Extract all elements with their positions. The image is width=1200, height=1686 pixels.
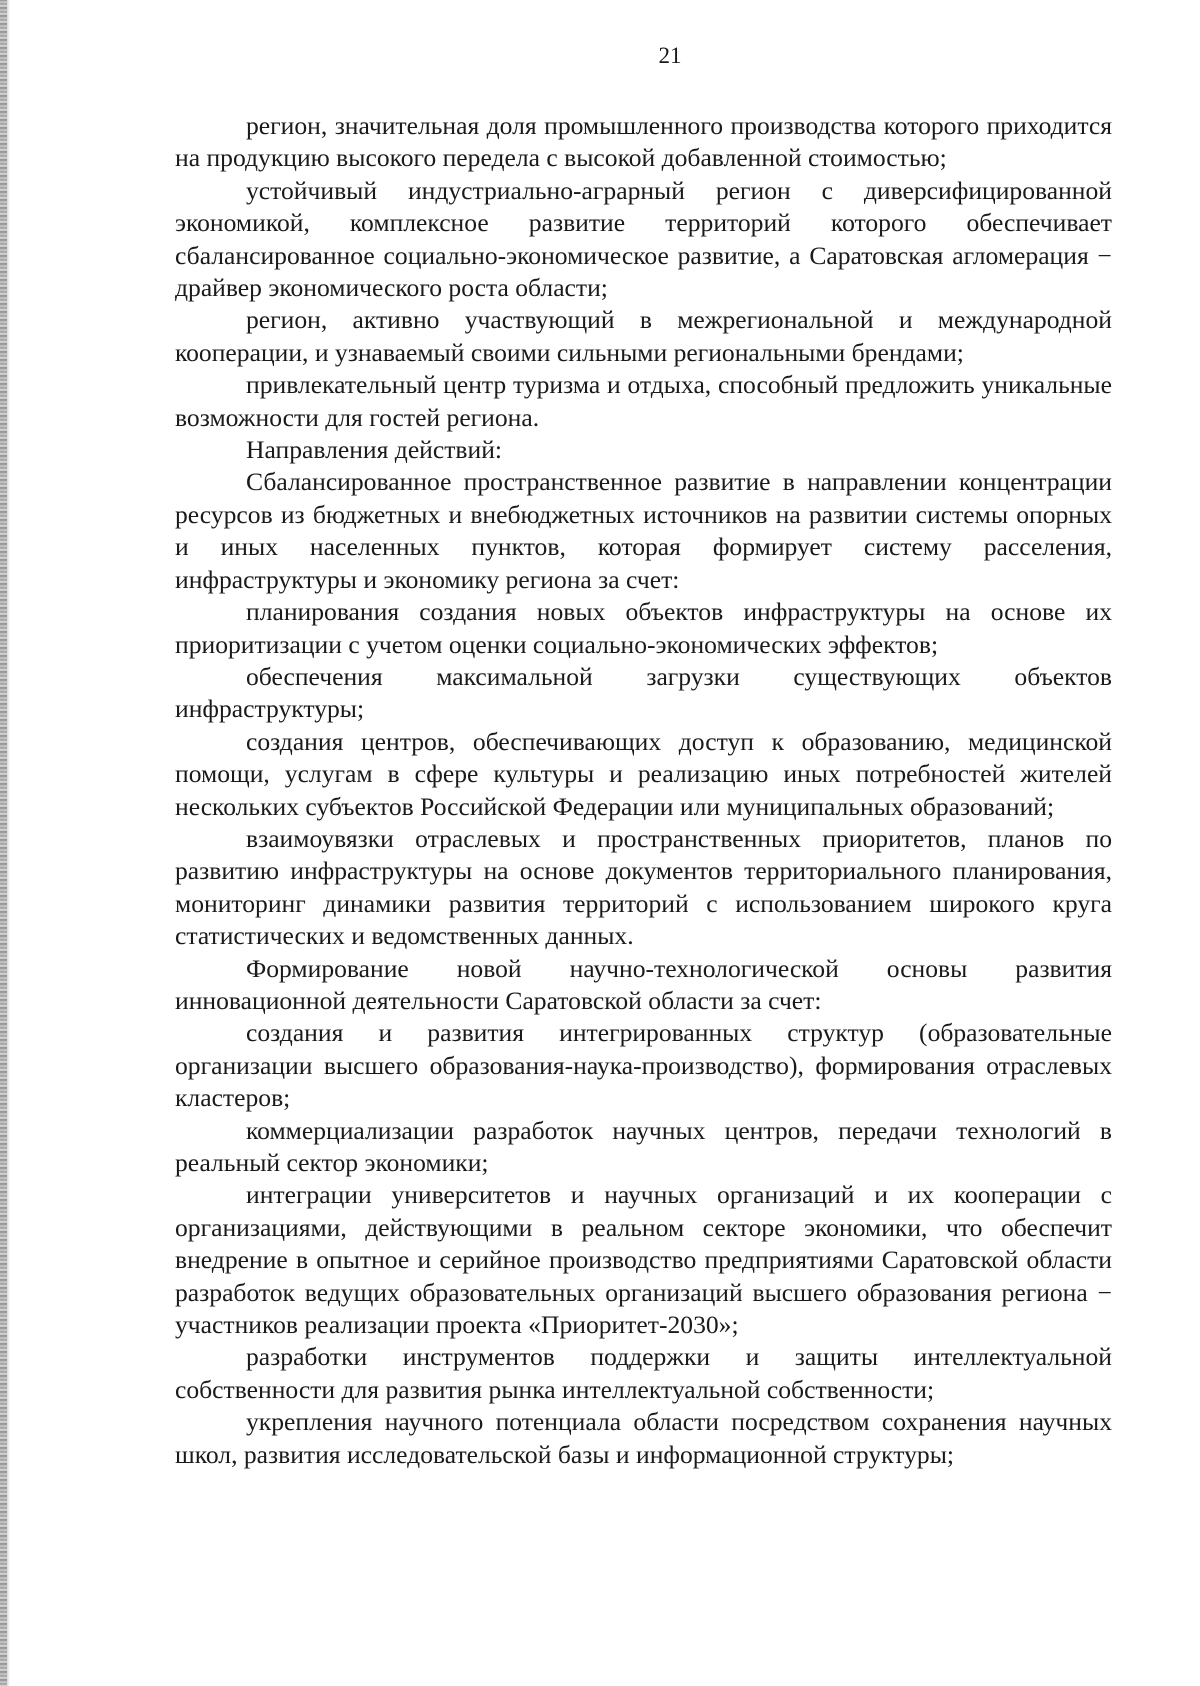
scan-shadow xyxy=(7,0,10,1686)
document-body xyxy=(175,110,1112,1471)
paragraph-vision-agro-industrial: устойчивый индустриально-аграрный регион с диверсифицированной экономикой, комплексное развитие территорий которого обеспечивает сбалансированное социально-экономическое развитие, а Саратовская агломерация − драйвер экономического роста области; xyxy=(175,175,1112,303)
paragraph-vision-industrial-region: регион, значительная доля промышленного производства которого приходится на продукцию высокого передела с высокой добавленной стоимостью; xyxy=(175,111,1112,173)
paragraph-spatial-development: Сбалансированное пространственное развитие в направлении концентрации ресурсов из бюджетных и внебюджетных источников на развитии системы опорных и иных населенных пунктов, которая формирует систему расселения, инфраструктуры и экономику региона за счет: xyxy=(175,467,1112,594)
section-heading-actions: Направления действий: xyxy=(246,435,503,465)
paragraph-science-technology: Формирование новой научно-технологической основы развития инновационной деятельности Саратовской области за счет: xyxy=(175,953,1112,1015)
paragraph-vision-tourism: привлекательный центр туризма и отдыха, способный предложить уникальные возможности для гостей региона. xyxy=(175,370,1112,432)
paragraph-integrated-structures: создания и развития интегрированных структур (образовательные организации высшего образования-наука-производство), формирования отраслевых кластеров; xyxy=(175,1018,1112,1113)
paragraph-service-centers: создания центров, обеспечивающих доступ к образованию, медицинской помощи, услугам в сфере культуры и реализацию иных потребностей жителей нескольких субъектов Российской Федерации или муниципальных образований; xyxy=(175,726,1112,821)
paragraph-priority-linkage: взаимоувязки отраслевых и пространственных приоритетов, планов по развитию инфраструктуры на основе документов территориального планирования, мониторинг динамики развития территорий с использованием широкого круга статистических и ведомственных данных. xyxy=(175,823,1112,951)
paragraph-commercialization: коммерциализации разработок научных центров, передачи технологий в реальный сектор экономики; xyxy=(175,1115,1112,1177)
paragraph-ip-protection: разработки инструментов поддержки и защиты интеллектуальной собственности для развития рынка интеллектуальной собственности; xyxy=(175,1342,1112,1404)
paragraph-university-integration: интеграции университетов и научных организаций и их кооперации с организациями, действующими в реальном секторе экономики, что обеспечит внедрение в опытное и серийное производство предприятиями Саратовской области разработок ведущих образовательных организаций высшего образования региона − участников реализации проекта «Приоритет-2030»; xyxy=(175,1180,1112,1340)
paragraph-scientific-potential: укрепления научного потенциала области посредством сохранения научных школ, развития исследовательской базы и информационной структуры; xyxy=(175,1407,1112,1469)
paragraph-infrastructure-load: обеспечения максимальной загрузки существующих объектов инфраструктуры; xyxy=(175,661,1112,724)
page-number: 21 xyxy=(658,43,682,68)
paragraph-infrastructure-planning: планирования создания новых объектов инфраструктуры на основе их приоритизации с учетом оценки социально-экономических эффектов; xyxy=(175,597,1112,659)
paragraph-vision-cooperation: регион, активно участвующий в межрегиональной и международной кооперации, и узнаваемый своими сильными региональными брендами; xyxy=(175,305,1112,367)
scan-border xyxy=(0,0,7,1686)
